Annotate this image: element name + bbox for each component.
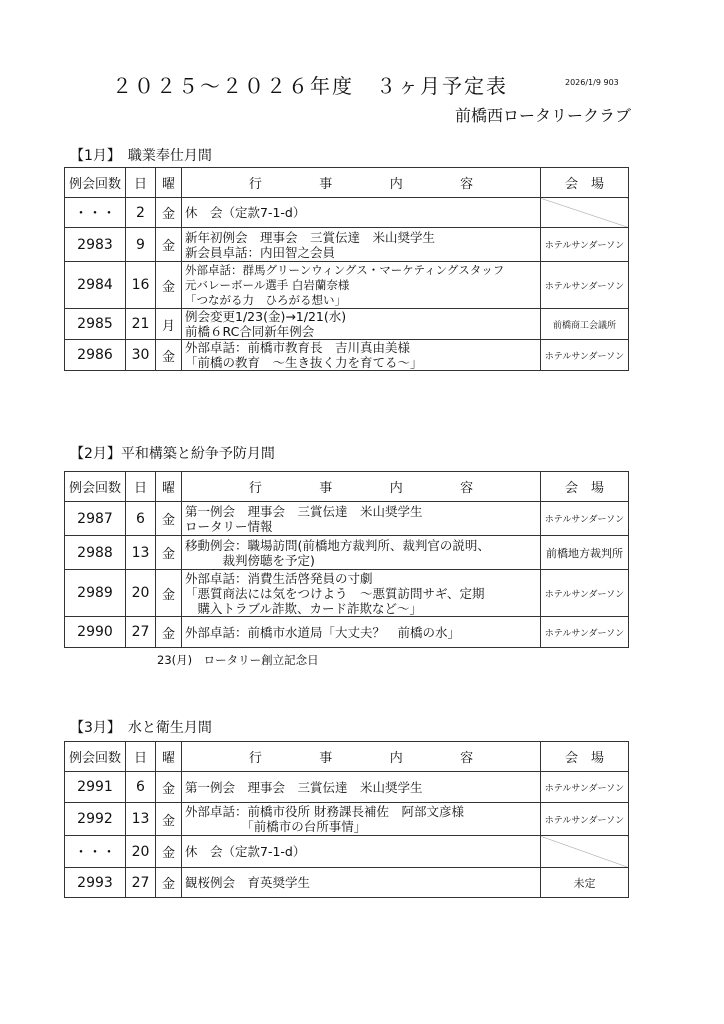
section-heading-january: 【1月】 職業奉仕月間 bbox=[70, 148, 212, 164]
column-header-weekday: 曜 bbox=[156, 742, 182, 772]
table-row bbox=[65, 228, 629, 262]
event-details: 移動例会：職場訪問(前橋地方裁判所、裁判官の説明、 裁判傍聴を予定) bbox=[182, 536, 541, 570]
column-header-event: 行 事 内 容 bbox=[182, 168, 541, 198]
venue-cell: 前橋商工会議所 bbox=[541, 309, 629, 340]
column-header-weekday: 曜 bbox=[156, 168, 182, 198]
table-row bbox=[65, 772, 629, 803]
meeting-weekday: 金 bbox=[156, 198, 182, 228]
meeting-number: 2987 bbox=[65, 502, 126, 536]
meeting-number: 2985 bbox=[65, 309, 126, 340]
column-header-event: 行 事 内 容 bbox=[182, 742, 541, 772]
meeting-day: 30 bbox=[126, 340, 156, 371]
venue-cell: ホテルサンダーソン bbox=[541, 570, 629, 617]
meeting-weekday: 金 bbox=[156, 772, 182, 803]
meeting-number: ・・・ bbox=[65, 198, 126, 228]
meeting-number: 2983 bbox=[65, 228, 126, 262]
column-header-venue: 会 場 bbox=[541, 472, 629, 502]
table-row bbox=[65, 262, 629, 309]
meeting-day: 27 bbox=[126, 868, 156, 898]
column-header-weekday: 曜 bbox=[156, 472, 182, 502]
venue-cell bbox=[541, 836, 629, 868]
event-details: 新年初例会 理事会 三賞伝達 米山奨学生 新会員卓話：内田智之会員 bbox=[182, 228, 541, 262]
meeting-day: 21 bbox=[126, 309, 156, 340]
column-header-day: 日 bbox=[126, 742, 156, 772]
venue-cell: 未定 bbox=[541, 868, 629, 898]
table-row bbox=[65, 198, 629, 228]
column-header-day: 日 bbox=[126, 168, 156, 198]
organization-name: 前橋西ロータリークラブ bbox=[455, 106, 632, 125]
event-details: 外部卓話：前橋市水道局「大丈夫？ 前橋の水」 bbox=[182, 617, 541, 648]
meeting-number: 2993 bbox=[65, 868, 126, 898]
section-heading-march: 【3月】 水と衛生月間 bbox=[70, 720, 212, 736]
meeting-number: 2991 bbox=[65, 772, 126, 803]
column-header-meeting-no: 例会回数 bbox=[65, 472, 126, 502]
page-title: ２０２５～２０２６年度 ３ヶ月予定表 bbox=[112, 74, 508, 98]
venue-cell: ホテルサンダーソン bbox=[541, 617, 629, 648]
venue-cell: ホテルサンダーソン bbox=[541, 340, 629, 371]
venue-cell: ホテルサンダーソン bbox=[541, 803, 629, 836]
section-heading-february: 【2月】平和構築と紛争予防月間 bbox=[70, 446, 275, 462]
meeting-day: 27 bbox=[126, 617, 156, 648]
table-row bbox=[65, 536, 629, 570]
meeting-weekday: 金 bbox=[156, 228, 182, 262]
meeting-day: 6 bbox=[126, 772, 156, 803]
table-header-row bbox=[65, 472, 629, 502]
event-details: 観桜例会 育英奨学生 bbox=[182, 868, 541, 898]
schedule-table-march bbox=[64, 741, 629, 898]
meeting-weekday: 金 bbox=[156, 570, 182, 617]
meeting-number: 2992 bbox=[65, 803, 126, 836]
schedule-table-january bbox=[64, 167, 629, 371]
meeting-weekday: 金 bbox=[156, 836, 182, 868]
event-details: 休 会（定款7-1-d） bbox=[182, 198, 541, 228]
meeting-weekday: 金 bbox=[156, 617, 182, 648]
meeting-weekday: 金 bbox=[156, 803, 182, 836]
meeting-day: 20 bbox=[126, 836, 156, 868]
meeting-weekday: 金 bbox=[156, 340, 182, 371]
event-details: 第一例会 理事会 三賞伝達 米山奨学生 bbox=[182, 772, 541, 803]
event-details: 外部卓話：前橋市教育長 吉川真由美様 「前橋の教育 ～生き抜く力を育てる～」 bbox=[182, 340, 541, 371]
meeting-number: ・・・ bbox=[65, 836, 126, 868]
venue-cell: 前橋地方裁判所 bbox=[541, 536, 629, 570]
footnote-founding-day: 23(月) ロータリー創立記念日 bbox=[157, 653, 319, 667]
venue-cell: ホテルサンダーソン bbox=[541, 262, 629, 309]
meeting-day: 6 bbox=[126, 502, 156, 536]
meeting-day: 2 bbox=[126, 198, 156, 228]
venue-cell: ホテルサンダーソン bbox=[541, 228, 629, 262]
column-header-day: 日 bbox=[126, 472, 156, 502]
event-details: 外部卓話：群馬グリーンウィングス・マーケティングスタッフ 元バレーボール選手 白岩蘭奈様 「つながる力 ひろがる想い」 bbox=[182, 262, 541, 309]
meeting-day: 13 bbox=[126, 536, 156, 570]
meeting-day: 16 bbox=[126, 262, 156, 309]
event-details: 外部卓話：前橋市役所 財務課長補佐 阿部文彦様 「前橋市の台所事情」 bbox=[182, 803, 541, 836]
table-row bbox=[65, 836, 629, 868]
table-header-row bbox=[65, 168, 629, 198]
table-row bbox=[65, 803, 629, 836]
schedule-table-february bbox=[64, 471, 629, 648]
meeting-number: 2986 bbox=[65, 340, 126, 371]
meeting-number: 2988 bbox=[65, 536, 126, 570]
table-header-row bbox=[65, 742, 629, 772]
event-details: 第一例会 理事会 三賞伝達 米山奨学生 ロータリー情報 bbox=[182, 502, 541, 536]
meeting-number: 2989 bbox=[65, 570, 126, 617]
event-details: 例会変更1/23(金)→1/21(水) 前橋６RC合同新年例会 bbox=[182, 309, 541, 340]
meeting-weekday: 金 bbox=[156, 868, 182, 898]
meeting-weekday: 金 bbox=[156, 536, 182, 570]
table-row bbox=[65, 868, 629, 898]
meeting-day: 20 bbox=[126, 570, 156, 617]
meeting-weekday: 月 bbox=[156, 309, 182, 340]
meeting-day: 9 bbox=[126, 228, 156, 262]
meeting-weekday: 金 bbox=[156, 502, 182, 536]
document-date: 2026/1/9 903 bbox=[565, 78, 619, 87]
table-row bbox=[65, 617, 629, 648]
column-header-meeting-no: 例会回数 bbox=[65, 168, 126, 198]
meeting-weekday: 金 bbox=[156, 262, 182, 309]
meeting-number: 2990 bbox=[65, 617, 126, 648]
column-header-venue: 会 場 bbox=[541, 168, 629, 198]
column-header-meeting-no: 例会回数 bbox=[65, 742, 126, 772]
table-row bbox=[65, 340, 629, 371]
event-details: 休 会（定款7-1-d） bbox=[182, 836, 541, 868]
meeting-number: 2984 bbox=[65, 262, 126, 309]
table-row bbox=[65, 570, 629, 617]
table-row bbox=[65, 309, 629, 340]
venue-cell: ホテルサンダーソン bbox=[541, 772, 629, 803]
table-row bbox=[65, 502, 629, 536]
venue-cell: ホテルサンダーソン bbox=[541, 502, 629, 536]
venue-cell bbox=[541, 198, 629, 228]
column-header-venue: 会 場 bbox=[541, 742, 629, 772]
event-details: 外部卓話：消費生活啓発員の寸劇 「悪質商法には気をつけよう ～悪質訪問サギ、定期 購入トラブル詐欺、カード詐欺など～」 bbox=[182, 570, 541, 617]
meeting-day: 13 bbox=[126, 803, 156, 836]
column-header-event: 行 事 内 容 bbox=[182, 472, 541, 502]
